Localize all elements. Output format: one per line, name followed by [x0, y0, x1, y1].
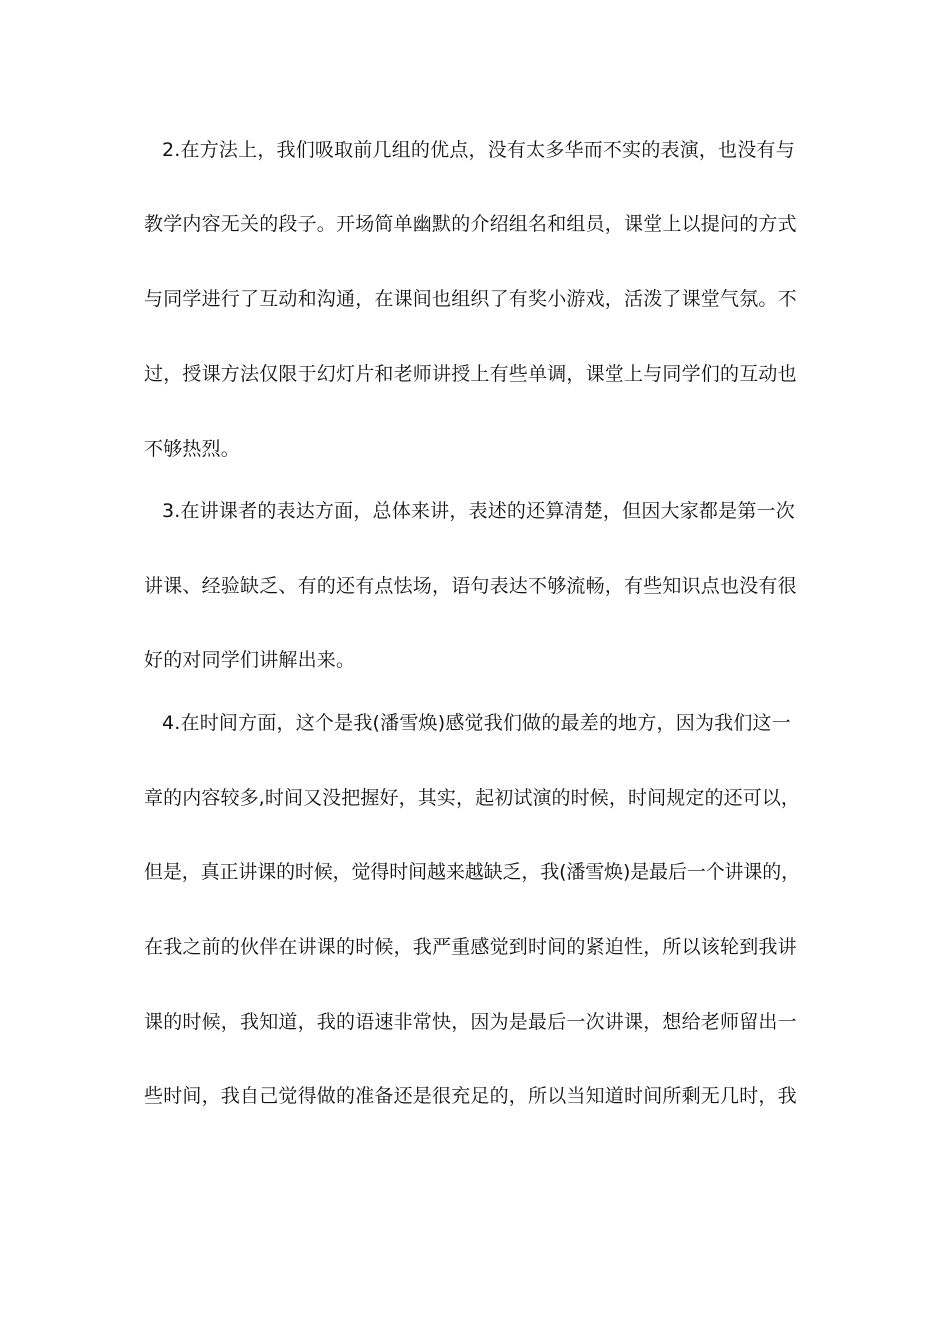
paragraph-3-line-2: 讲课、经验缺乏、有的还有点怯场，语句表达不够流畅，有些知识点也没有很 [144, 575, 797, 597]
paragraph-2-line-3: 与同学进行了互动和沟通，在课间也组织了有奖小游戏，活泼了课堂气氛。不 [144, 288, 797, 310]
paragraph-2-line-2: 教学内容无关的段子。开场简单幽默的介绍组名和组员，课堂上以提问的方式 [144, 213, 797, 235]
paragraph-4-line-3: 但是，真正讲课的时候，觉得时间越来越缺乏，我(潘雪焕)是最后一个讲课的， [144, 861, 801, 883]
paragraph-4-line-1: 4.在时间方面，这个是我(潘雪焕)感觉我们做的最差的地方，因为我们这一 [162, 712, 791, 734]
paragraph-3-line-3: 好的对同学们讲解出来。 [144, 649, 356, 671]
paragraph-4-line-6: 些时间，我自己觉得做的准备还是很充足的，所以当知道时间所剩无几时，我 [144, 1085, 797, 1107]
paragraph-4-line-2: 章的内容较多,时间又没把握好，其实，起初试演的时候，时间规定的还可以， [144, 787, 801, 809]
paragraph-3-line-1: 3.在讲课者的表达方面，总体来讲，表述的还算清楚，但因大家都是第一次 [162, 500, 795, 522]
paragraph-4-line-4: 在我之前的伙伴在讲课的时候，我严重感觉到时间的紧迫性，所以该轮到我讲 [144, 936, 797, 958]
paragraph-2-line-5: 不够热烈。 [144, 438, 241, 460]
paragraph-2-line-4: 过，授课方法仅限于幻灯片和老师讲授上有些单调，课堂上与同学们的互动也 [144, 363, 797, 385]
paragraph-2-line-1: 2.在方法上，我们吸取前几组的优点，没有太多华而不实的表演，也没有与 [162, 139, 795, 161]
paragraph-4-line-5: 课的时候，我知道，我的语速非常快，因为是最后一次讲课，想给老师留出一 [144, 1011, 797, 1033]
